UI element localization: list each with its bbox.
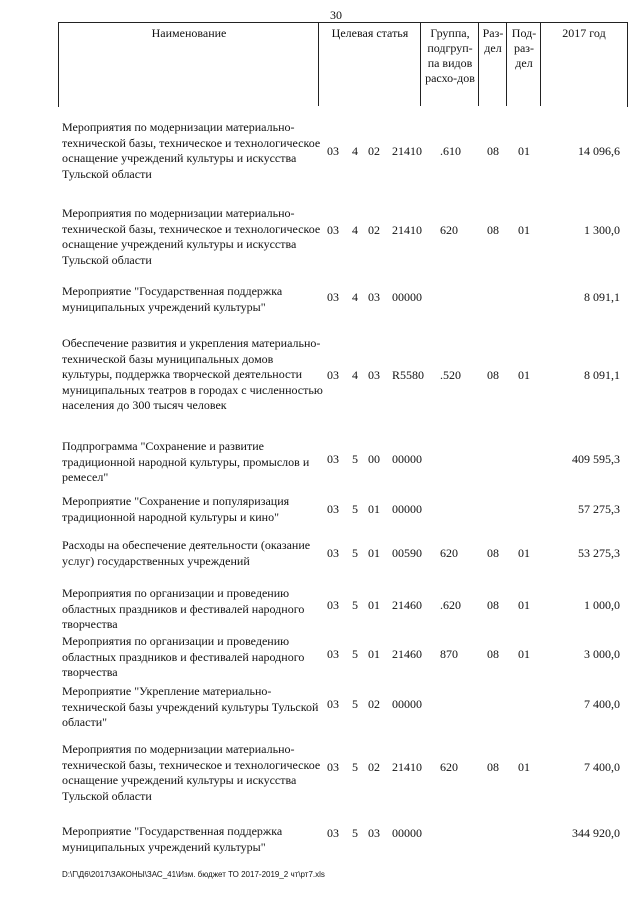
target-program: 03 (327, 647, 339, 661)
header-subsection: Под-раз-дел (511, 26, 537, 70)
target-program: 03 (327, 826, 339, 840)
amount-2017: 1 000,0 (584, 598, 620, 612)
target-subprogram: 5 (352, 546, 358, 560)
target-subprogram: 5 (352, 826, 358, 840)
target-direction: R5580 (392, 368, 425, 382)
target-event: 03 (368, 290, 380, 304)
target-program: 03 (327, 223, 339, 237)
target-event: 02 (368, 223, 380, 237)
section-code: 08 (487, 647, 499, 661)
target-direction: 21410 (392, 760, 422, 774)
page-number: 30 (330, 8, 342, 22)
amount-2017: 57 275,3 (578, 502, 620, 516)
amount-2017: 53 275,3 (578, 546, 620, 560)
target-direction: 21460 (392, 647, 422, 661)
target-direction: 00000 (392, 502, 422, 516)
header-section: Раз-дел (482, 26, 504, 55)
subsection-code: 01 (518, 598, 530, 612)
section-code: 08 (487, 546, 499, 560)
subsection-code: 01 (518, 223, 530, 237)
section-code: 08 (487, 598, 499, 612)
target-subprogram: 5 (352, 598, 358, 612)
target-program: 03 (327, 452, 339, 466)
target-program: 03 (327, 290, 339, 304)
amount-2017: 14 096,6 (578, 144, 620, 158)
target-subprogram: 5 (352, 502, 358, 516)
name: Мероприятия по модернизации материально-технической базы, техническое и технологическое оснащение учреждений культуры и искусства Тульской области (62, 120, 321, 181)
amount-2017: 1 300,0 (584, 223, 620, 237)
name: Обеспечение развития и укрепления материально-технической базы муниципальных домов культуры, поддержка творческой деятельности муниципальных театров в городах с численностью населения до 300 тысяч человек (62, 336, 323, 412)
header-target: Целевая статья (331, 26, 409, 40)
target-event: 03 (368, 826, 380, 840)
section-code: 08 (487, 223, 499, 237)
target-direction: 21410 (392, 223, 422, 237)
target-program: 03 (327, 368, 339, 382)
target-subprogram: 4 (352, 223, 358, 237)
section-code: 08 (487, 368, 499, 382)
target-direction: 00590 (392, 546, 422, 560)
subsection-code: 01 (518, 368, 530, 382)
expense-group: 620 (440, 760, 458, 774)
target-direction: 00000 (392, 826, 422, 840)
target-event: 01 (368, 546, 380, 560)
target-event: 00 (368, 452, 380, 466)
header-divider (540, 22, 541, 106)
target-direction: 00000 (392, 290, 422, 304)
target-subprogram: 4 (352, 290, 358, 304)
name: Мероприятие "Государственная поддержка муниципальных учреждений культуры" (62, 824, 283, 854)
subsection-code: 01 (518, 144, 530, 158)
header-divider (420, 22, 421, 106)
target-subprogram: 4 (352, 144, 358, 158)
target-subprogram: 5 (352, 697, 358, 711)
name: Расходы на обеспечение деятельности (оказание услуг) государственных учреждений (62, 538, 311, 568)
name: Мероприятие "Государственная поддержка муниципальных учреждений культуры" (62, 284, 283, 314)
header-name: Наименование (151, 26, 227, 40)
name: Мероприятия по модернизации материально-технической базы, техническое и технологическое оснащение учреждений культуры и искусства Тульской области (62, 742, 321, 803)
expense-group: .610 (440, 144, 461, 158)
target-event: 02 (368, 760, 380, 774)
name: Мероприятие "Сохранение и популяризация традиционной народной культуры и кино" (62, 494, 290, 524)
subsection-code: 01 (518, 647, 530, 661)
target-event: 02 (368, 144, 380, 158)
header-divider (478, 22, 479, 106)
target-subprogram: 5 (352, 760, 358, 774)
expense-group: 620 (440, 223, 458, 237)
amount-2017: 3 000,0 (584, 647, 620, 661)
amount-2017: 7 400,0 (584, 760, 620, 774)
amount-2017: 344 920,0 (572, 826, 620, 840)
target-event: 01 (368, 502, 380, 516)
target-program: 03 (327, 760, 339, 774)
header-year: 2017 год (562, 26, 606, 40)
target-subprogram: 5 (352, 647, 358, 661)
target-direction: 00000 (392, 452, 422, 466)
target-program: 03 (327, 598, 339, 612)
target-subprogram: 5 (352, 452, 358, 466)
subsection-code: 01 (518, 760, 530, 774)
target-event: 01 (368, 647, 380, 661)
subsection-code: 01 (518, 546, 530, 560)
target-program: 03 (327, 697, 339, 711)
target-direction: 21460 (392, 598, 422, 612)
header-divider (318, 22, 319, 106)
target-program: 03 (327, 502, 339, 516)
name: Мероприятия по организации и проведению областных праздников и фестивалей народного творчества (62, 634, 305, 679)
amount-2017: 409 595,3 (572, 452, 620, 466)
name: Мероприятия по модернизации материально-технической базы, техническое и технологическое оснащение учреждений культуры и искусства Тульской области (62, 206, 321, 267)
target-subprogram: 4 (352, 368, 358, 382)
target-direction: 21410 (392, 144, 422, 158)
header-divider (506, 22, 507, 106)
expense-group: .620 (440, 598, 461, 612)
target-direction: 00000 (392, 697, 422, 711)
target-event: 01 (368, 598, 380, 612)
amount-2017: 7 400,0 (584, 697, 620, 711)
section-code: 08 (487, 760, 499, 774)
name: Мероприятия по организации и проведению областных праздников и фестивалей народного творчества (62, 586, 305, 631)
target-event: 02 (368, 697, 380, 711)
target-event: 03 (368, 368, 380, 382)
expense-group: 870 (440, 647, 458, 661)
file-path-footer: D:\Г\Д6\2017\ЗАКОНЫ\ЗАС_41\Изм. бюджет ТО 2017-2019_2 чт\рт7.xls (62, 870, 325, 879)
section-code: 08 (487, 144, 499, 158)
name: Подпрограмма "Сохранение и развитие традиционной народной культуры, промыслов и ремесел" (62, 439, 310, 484)
header-group: Группа, подгруп-па видов расхо-дов (425, 26, 475, 85)
expense-group: .520 (440, 368, 461, 382)
amount-2017: 8 091,1 (584, 368, 620, 382)
name: Мероприятие "Укрепление материально-технической базы учреждений культуры Тульской области" (62, 684, 319, 729)
expense-group: 620 (440, 546, 458, 560)
amount-2017: 8 091,1 (584, 290, 620, 304)
target-program: 03 (327, 546, 339, 560)
target-program: 03 (327, 144, 339, 158)
